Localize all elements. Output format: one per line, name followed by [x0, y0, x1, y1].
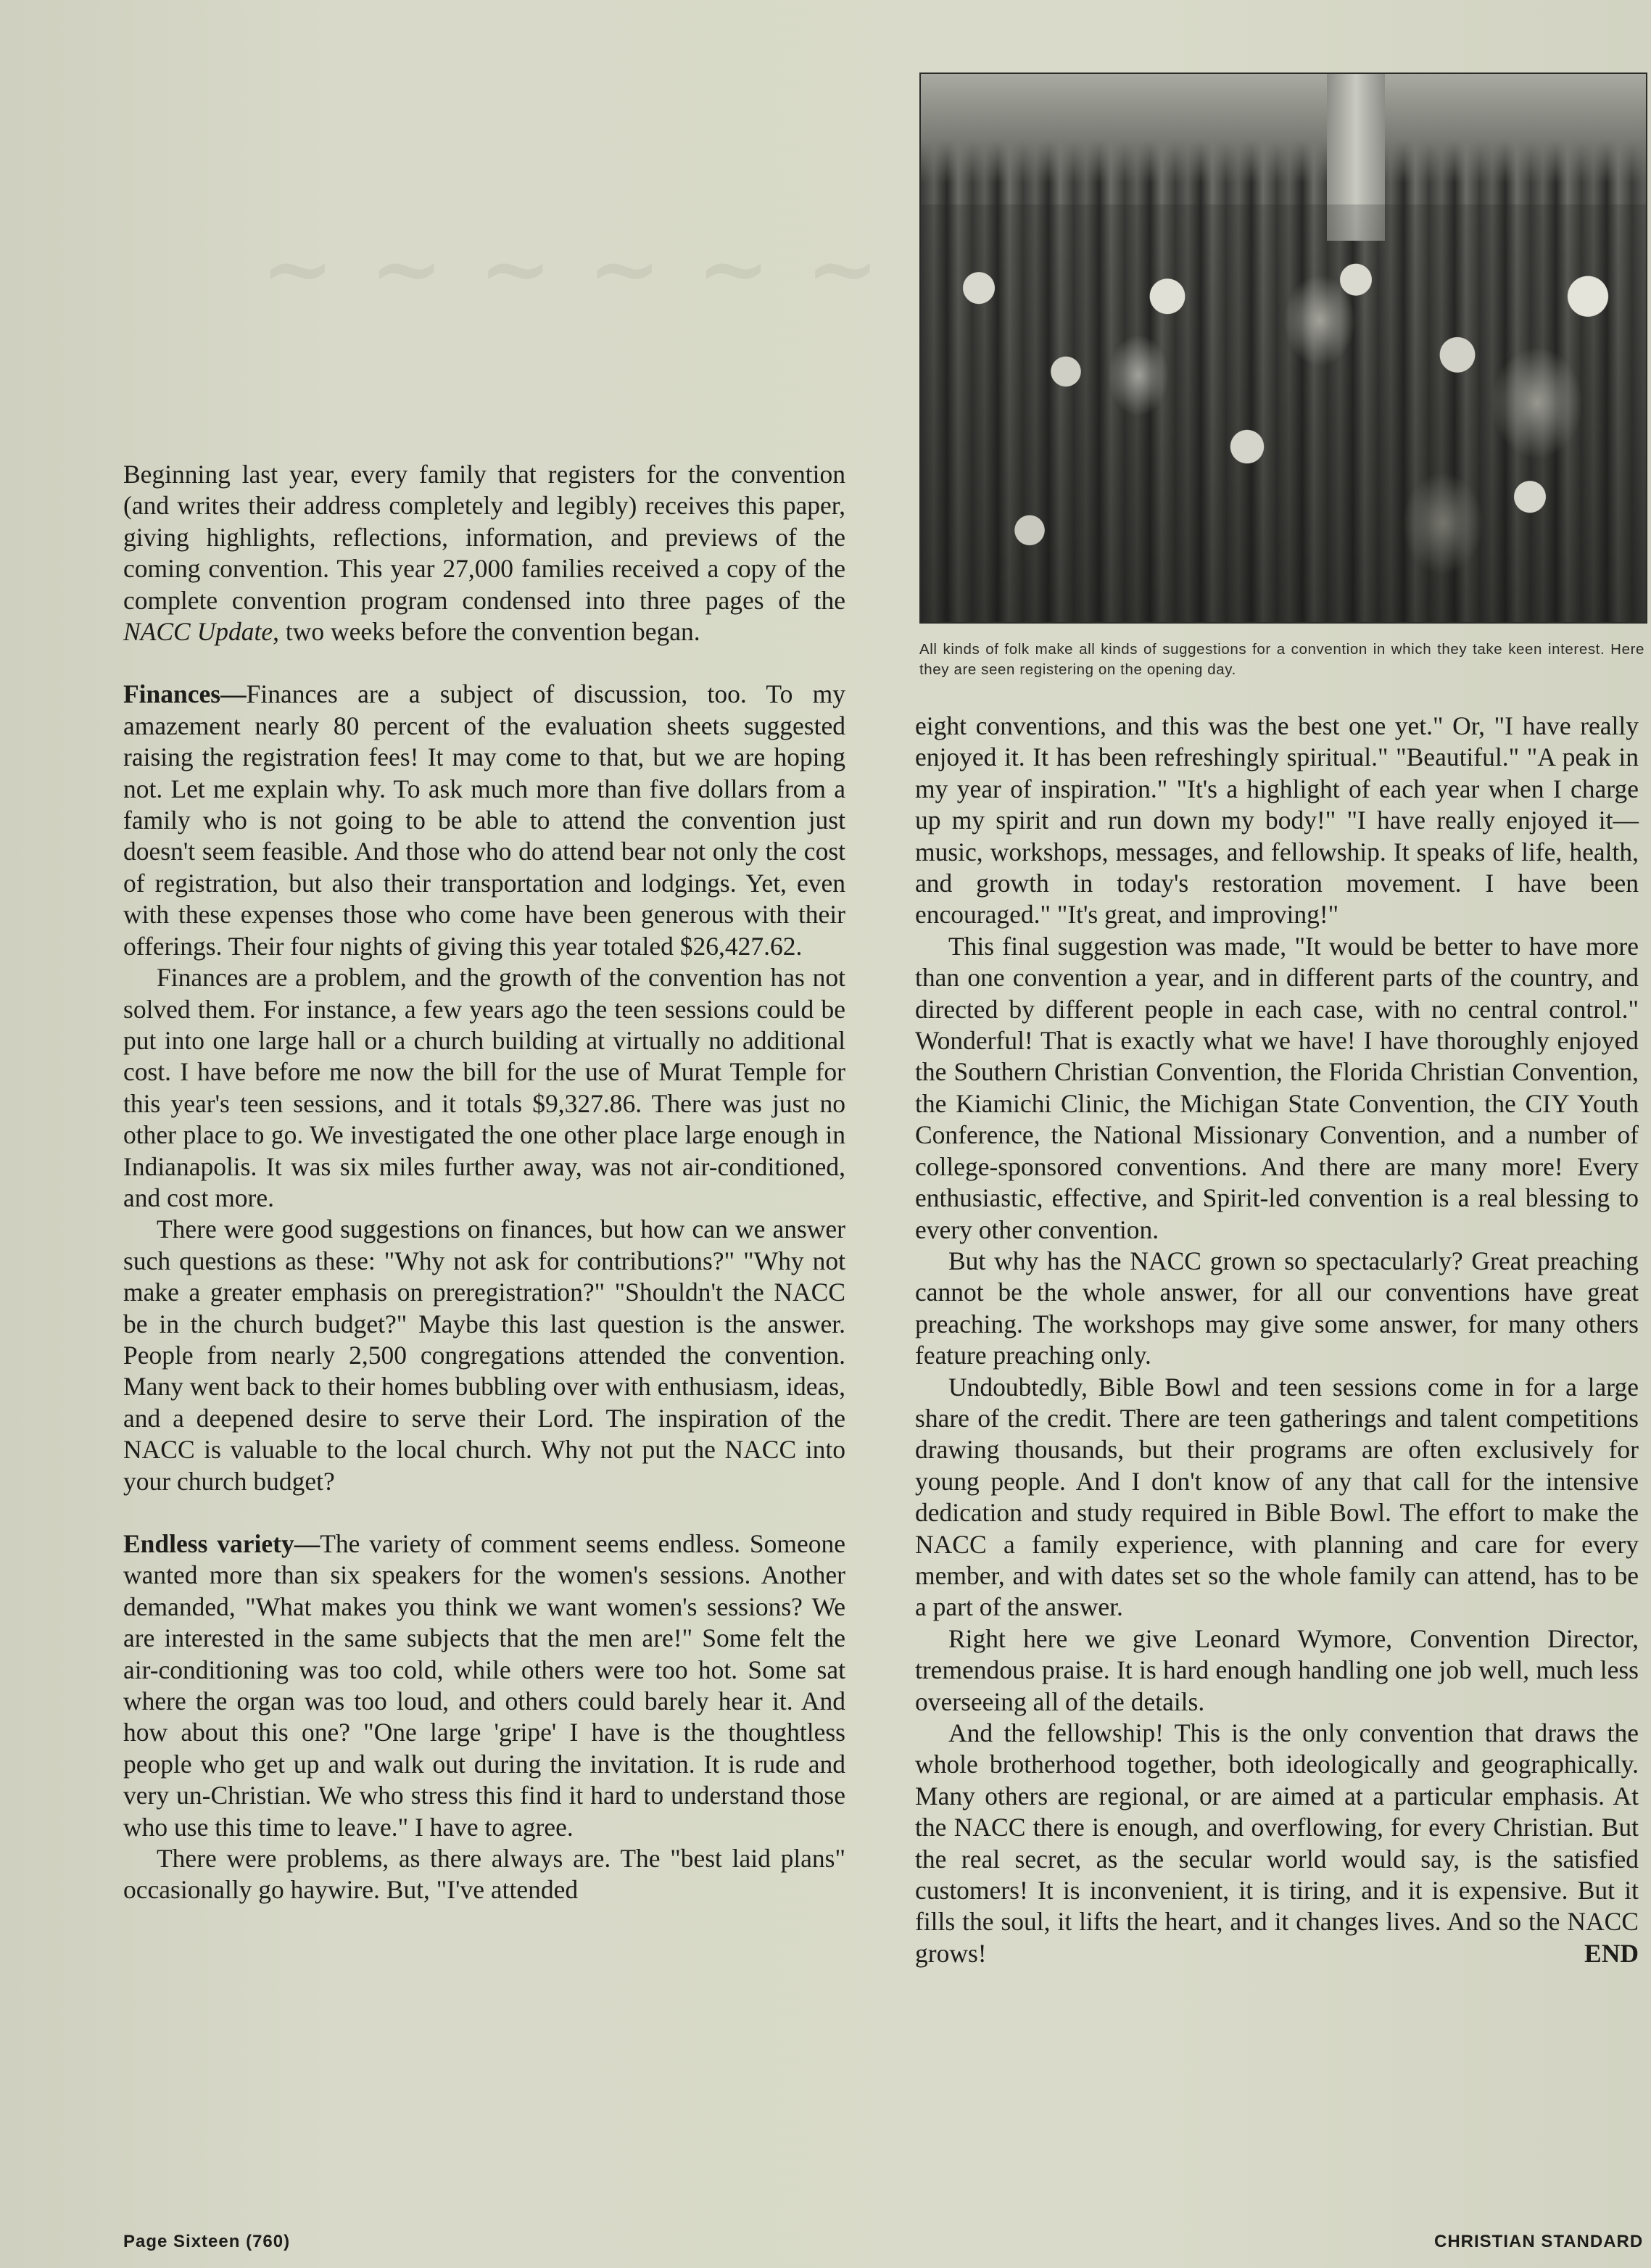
show-through-heading: ~ ~ ~ ~ ~ ~ [261, 218, 882, 320]
finances-paragraph-1 [123, 679, 845, 962]
end-mark: END [1584, 1938, 1639, 1968]
finances-heading: Finances— [123, 679, 247, 709]
photo-crowd [921, 204, 1646, 622]
right-paragraph-3: But why has the NACC grown so spectacularly? Great preaching cannot be the whole answer, for all our conventions have great preaching. The workshops may give some answer, for many others feature preaching only. [915, 1246, 1639, 1370]
right-paragraph-6 [915, 1718, 1639, 1969]
page-number: Page Sixteen (760) [123, 2232, 291, 2251]
finances-paragraph-2: Finances are a problem, and the growth of the convention has not solved them. For instance, a few years ago the teen sessions could be put into one large hall or a church building at virtually no additional cost. I have before me now the bill for the use of Murat Temple for this year's teen sessions, and it totals $9,327.86. There was just no other place to go. We investigated the one other place large enough in Indianapolis. It was six miles further away, was not air-conditioned, and cost more. [123, 963, 845, 1212]
variety-paragraph-1 [123, 1528, 845, 1843]
right-paragraph-1: eight conventions, and this was the best one yet." Or, "I have really enjoyed it. It has been refreshingly spiritual." "Beautiful." "A peak in my year of inspiration." "It's a highlight of each year when I charge up my spirit and run down my body!" "I have really enjoyed it—music, workshops, messages, and fellowship. It speaks of life, health, and growth in today's restoration movement. I have been encouraged." "It's great, and improving!" [915, 711, 1639, 930]
photo-caption: All kinds of folk make all kinds of suggestions for a convention in which they take keen interest. Here they are seen registering on the opening day. [919, 641, 1644, 678]
finances-paragraph-3: There were good suggestions on finances, but how can we answer such questions as these: "Why not ask for contributions?" "Why not make a greater emphasis on preregistration?" "Shouldn't the NACC be in the church budget?" Maybe this last question is the answer. People from nearly 2,500 congregations attended the convention. Many went back to their homes bubbling over with enthusiasm, ideas, and a deepened desire to serve their Lord. The inspiration of the NACC is valuable to the local church. Why not put the NACC into your church budget? [123, 1214, 845, 1496]
right-column [915, 711, 1639, 1969]
variety-paragraph-2: There were problems, as there always are. The "best laid plans" occasionally go haywire. But, "I've attended [123, 1844, 845, 1905]
nacc-update-title: NACC Update [123, 617, 273, 647]
right-paragraph-2: This final suggestion was made, "It would be better to have more than one convention a year, and in different parts of the country, and directed by different people in each case, with no central control." Wonderful! That is exactly what we have! I have thoroughly enjoyed the Southern Christian Convention, the Florida Christian Convention, the Kiamichi Clinic, the Michigan State Convention, the CIY Youth Conference, the National Missionary Convention, and a number of college-sponsored conventions. And there are many more! Every enthusiastic, effective, and Spirit-led convention is a real blessing to every other convention. [915, 931, 1639, 1244]
intro-paragraph [123, 459, 845, 647]
left-column [123, 459, 845, 1906]
variety-heading: Endless variety— [123, 1529, 320, 1558]
publication-name: CHRISTIAN STANDARD [1434, 2232, 1644, 2251]
convention-registration-photo [919, 73, 1647, 624]
variety-text: The variety of comment seems endless. Someone wanted more than six speakers for the women's sessions. Another demanded, "What makes you think we want women's sessions? We are interested in the same subjects that the men are!" Some felt the air-conditioning was too cold, while others were too hot. Some sat where the organ was too loud, and others could barely hear it. And how about this one? "One large 'gripe' I have is the thoughtless people who get up and walk out during the invitation. It is rude and very un-Christian. We who stress this find it hard to understand those who use this time to leave." I have to agree. [123, 1529, 845, 1842]
photo-ceiling [921, 74, 1646, 183]
closing-text: And the fellowship! This is the only convention that draws the whole brotherhood together, both ideologically and geographically. Many others are regional, or are aimed at a particular emphasis. At the NACC there is enough, and overflowing, for every Christian. But the real secret, as the secular world would say, is the satisfied customers! It is inconvenient, it is tiring, and it is expensive. But it fills the soul, it lifts the heart, and it changes lives. And so the NACC grows! [915, 1718, 1639, 1968]
intro-text: Beginning last year, every family that registers for the convention (and writes their address completely and legibly) receives this paper, giving highlights, reflections, information, and previews of the coming convention. This year 27,000 families received a copy of the complete convention program condensed into three pages of the [123, 460, 845, 615]
intro-text-end: , two weeks before the convention began. [273, 617, 700, 647]
right-paragraph-4: Undoubtedly, Bible Bowl and teen sessions come in for a large share of the credit. There are teen gatherings and talent competitions drawing thousands, but their programs are often exclusively for young people. And I don't know of any that call for the intensive dedication and study required in Bible Bowl. The effort to make the NACC a family experience, with planning and care for every member, and with dates set so the whole family can attend, has to be a part of the answer. [915, 1372, 1639, 1622]
finances-text: Finances are a subject of discussion, too. To my amazement nearly 80 percent of the evaluation sheets suggested raising the registration fees! It may come to that, but we are hoping not. Let me explain why. To ask much more than five dollars from a family who is not going to be able to attend the convention just doesn't seem feasible. And those who do attend bear not only the cost of registration, but also their transportation and lodgings. Yet, even with these expenses those who come have been generous with their offerings. Their four nights of giving this year totaled $26,427.62. [123, 679, 845, 961]
right-paragraph-5: Right here we give Leonard Wymore, Convention Director, tremendous praise. It is hard enough handling one job well, much less overseeing all of the details. [915, 1623, 1639, 1716]
